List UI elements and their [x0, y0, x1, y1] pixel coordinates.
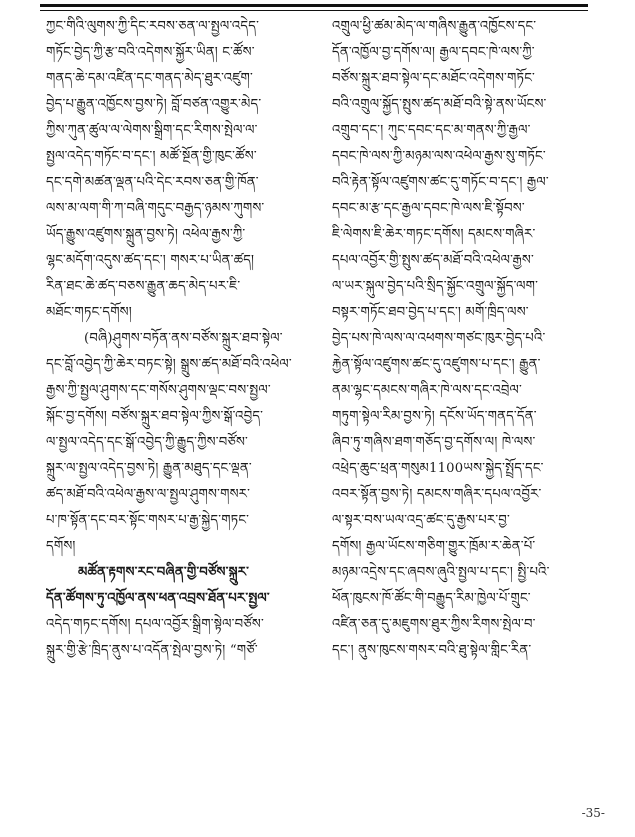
text-line: དཔལ་འབྱོར་གྱི་སྤུས་ཚད་མཐོ་བའི་འཕེལ་རྒྱས་: [332, 253, 535, 268]
text-line: བའི་འགྲུལ་སྐྱོད་སྤུས་ཚད་མཐོ་བའི་སྟེ་ནས་ཡོངས་: [332, 97, 547, 112]
text-line: དང་བློ་འབྱེད་ཀྱི་ཆེར་བཏང་སྟེ། སྒྲུས་ཚད་མཐོ་བའི་འཕེལ་: [46, 357, 292, 372]
right-text-column: [332, 14, 588, 664]
text-line: མཐོང་གཏང་དགོས།: [46, 305, 132, 320]
header-rule-thick: [40, 4, 588, 7]
left-text-column: [46, 14, 302, 664]
text-line: བསྟར་གཏོང་ཐབ་བྱེད་པ་དང་། མགོ་ཁྲིད་ལས་: [332, 305, 529, 320]
text-line: གཏོང་བྱེད་ཀྱི་རྩ་བའི་འདེགས་སྐྱོར་ཡིན། ང་ཚོས་: [46, 45, 255, 60]
text-line: རིན་ཐང་ཆེ་ཚད་བཅས་རྒྱུན་ཆད་མེད་པར་ཇི་: [46, 279, 241, 294]
text-line: རྒྱས་ཀྱི་སྤྱལ་ཤུགས་དང་གསོས་ཤུགས་ལྡང་བས་སྤྱལ་: [46, 383, 271, 398]
text-line: ལ་སྟར་བས་ཡལ་འདྲ་ཚང་དུ་རྒྱས་པར་བྱ་: [332, 513, 510, 528]
text-line: དོན་འཁྱོལ་བྱ་དགོས་ལ། རྒྱལ་དབང་ཁེ་ལས་ཀྱི་: [332, 45, 535, 60]
page-number: -35-: [581, 806, 605, 820]
text-line: ཡོད་རྒྱུས་འཛུགས་སྐྲུན་བྱས་ཏེ། འཕེལ་རྒྱས་ཀྱི་: [46, 227, 246, 242]
text-line: ཀྱིས་ཀུན་ཚུལ་ལ་ལེགས་སྒྲིག་དང་རིགས་སྤེལ་ལ་: [46, 123, 258, 138]
text-line: པ་ཁ་སྟོན་དང་བར་སྟོང་གསར་པ་རྒྱ་སྐྱེད་གཏང་: [46, 513, 250, 528]
text-line: བྱེད་པ་རྒྱུན་འཁྱོངས་བྱས་ཏེ། བློ་བཙན་འགྱུར་མེད་: [46, 97, 262, 112]
text-line: སྐྲུར་ལ་སྤྱལ་འདེད་བྱས་ཏེ། རྒྱུན་མཐུད་དང་ལྡན་: [46, 461, 252, 476]
header-rule-thin: [40, 10, 588, 11]
text-line: གནད་ཆེ་དམ་འཛིན་དང་གནད་མེད་ཐུར་འཛུག་: [46, 71, 253, 86]
text-line: ཕོན་ཁུངས་ཁོ་ཚོང་གི་བརྒྱུད་རིམ་ཁྱེལ་པོ་གྲུང་: [332, 591, 531, 606]
text-line: དང་དགེ་མཚན་ལྡན་པའི་དེང་རབས་ཅན་གྱི་ཁོན་: [46, 175, 259, 190]
text-line: འབར་སྟོན་བྱས་ཏེ། དམངས་གཞིར་དཔལ་འབྱོར་: [332, 487, 542, 502]
text-line: དགོས།: [46, 539, 76, 554]
text-line: སྐོང་བྱ་དགོས། བཙོས་སྐྲུར་ཐབ་སྟེལ་ཀྱིས་སྒོ་འབྱེད་: [46, 409, 264, 424]
text-line: འཕྲེད་ཆུང་ཕྲན་གསུམ1100ཡས་སྐྱེད་སྤྲོད་དང་: [332, 461, 544, 476]
text-line: གཏུག་སྟེལ་རིམ་བྱས་ཏེ། དངོས་ཡོད་གནད་དོན་: [332, 409, 537, 424]
text-line: འགྲུལ་ཕྱི་ཚམ་མེད་ལ་གཞིས་རྒྱུན་འཁྱོངས་དང་: [332, 19, 537, 34]
text-line: སྐྲུར་གྱི་རྩེ་ཁྲིད་ནུས་པ་འདོན་སྤེལ་བྱས་ཏེ། “གཙོ་: [46, 643, 258, 658]
text-line: ཀྱང་གིའི་ལུགས་ཀྱི་དིང་རབས་ཅན་ལ་སྤྱལ་འདེད་: [46, 19, 260, 34]
text-line: སྤྱལ་འདེད་གཏོང་བ་དང་། མཚོ་སྔོན་གྱི་ཁུང་ཚོས་: [46, 149, 257, 164]
text-line: དོན་ཚོགས་ཏུ་འཁྱོལ་ནས་ཕན་འབྲས་ཐོན་པར་སྤྱལ་: [46, 591, 270, 606]
text-line: ནམ་ལྷང་དམངས་གཞིར་ཁེ་ལས་དང་འབྲེལ་: [332, 383, 522, 398]
text-line: དང་། ནུས་ཁུངས་གསར་བའི་ཐུ་སྟེལ་གླིང་རིན་: [332, 643, 532, 658]
text-line: བཙོས་སྐྲུར་ཐབ་སྟེལ་དང་མཐོང་འདེགས་གཏོང་: [332, 71, 535, 86]
text-line: བྱེད་པས་ཁེ་ལས་ལ་འཕགས་གཙང་ཁུར་བྱེད་པའི་: [332, 331, 546, 346]
text-line: དབང་མ་རྩ་དང་རྒྱལ་དབང་ཁེ་ལས་ཇི་སྟོབས་: [332, 201, 525, 216]
text-line: དབང་ཁེ་ལས་ཀྱི་མཉམ་ལས་འཕེལ་རྒྱས་སུ་གཏོང་: [332, 149, 546, 164]
text-line: འཛིན་ཅན་དུ་མཇུགས་ཐུར་ཀྱིས་རིགས་སྤེལ་བ་: [332, 617, 536, 632]
text-line: ལ་སྤྱལ་འདེད་དང་སྒོ་འབྱེད་ཀྱི་རྒྱུད་ཀྱིས་བཙོས་: [46, 435, 249, 450]
text-line: ལྷང་མདོག་འདུས་ཚད་དང་། གསར་པ་ཡིན་ཚད།: [46, 253, 255, 268]
text-line: མཚོན་རྟགས་རང་བཞིན་གྱི་བཙོས་སྐྲུར་: [78, 565, 250, 580]
text-line: རྐྱེན་སྟོལ་འཛུགས་ཚང་དུ་འཛུགས་པ་དང་། རྒྱུན་: [332, 357, 541, 372]
text-line: མཉམ་འདྲེས་དང་ཞབས་ཞུའི་སྤྱལ་པ་དང་། སྤྱི་པའི་: [332, 565, 550, 580]
text-line: ལས་མ་ལག་གི་ཀ་བཞི་གདུང་བརྒྱད་ཉམས་ཀུགས་: [46, 201, 265, 216]
text-line: འདེད་གཏང་དགོས། དཔལ་འབྱོར་སྒྲིག་སྟེལ་བཙོས་: [46, 617, 264, 632]
text-line: ལ་ཡར་སྐུལ་བྱེད་པའི་སྲིད་སྐྱོང་འགྲུལ་སྐྱོད་ལག་: [332, 279, 539, 294]
text-line: (བཞི)ཤུགས་བཏོན་ནས་བཙོས་སྐྲུར་ཐབ་སྟེལ་: [84, 331, 283, 346]
text-line: ཇི་ལེགས་ཇི་ཆེར་གཏང་དགོས། དམངས་གཞིར་: [332, 227, 536, 242]
text-line: འགྲུབ་དང་། ཀུང་དབང་དང་མ་གནས་ཀྱི་རྒྱལ་: [332, 123, 531, 138]
text-line: བའི་རྟེན་སྟོལ་འཛུགས་ཚང་དུ་གཏོང་བ་དང་། རྒྱལ་: [332, 175, 549, 190]
text-line: ཚད་མཐོ་བའི་འཕེལ་རྒྱས་ལ་སྤྱལ་ཤུགས་གསར་: [46, 487, 251, 502]
text-line: དགོས། རྒྱལ་ཡོངས་གཅིག་གྱུར་ཁྲོམ་ར་ཆེན་པོ་: [332, 539, 536, 554]
text-line: ཞིབ་ཏུ་གཞིས་ཐག་གཅོད་བྱ་དགོས་ལ། ཁེ་ལས་: [332, 435, 536, 450]
